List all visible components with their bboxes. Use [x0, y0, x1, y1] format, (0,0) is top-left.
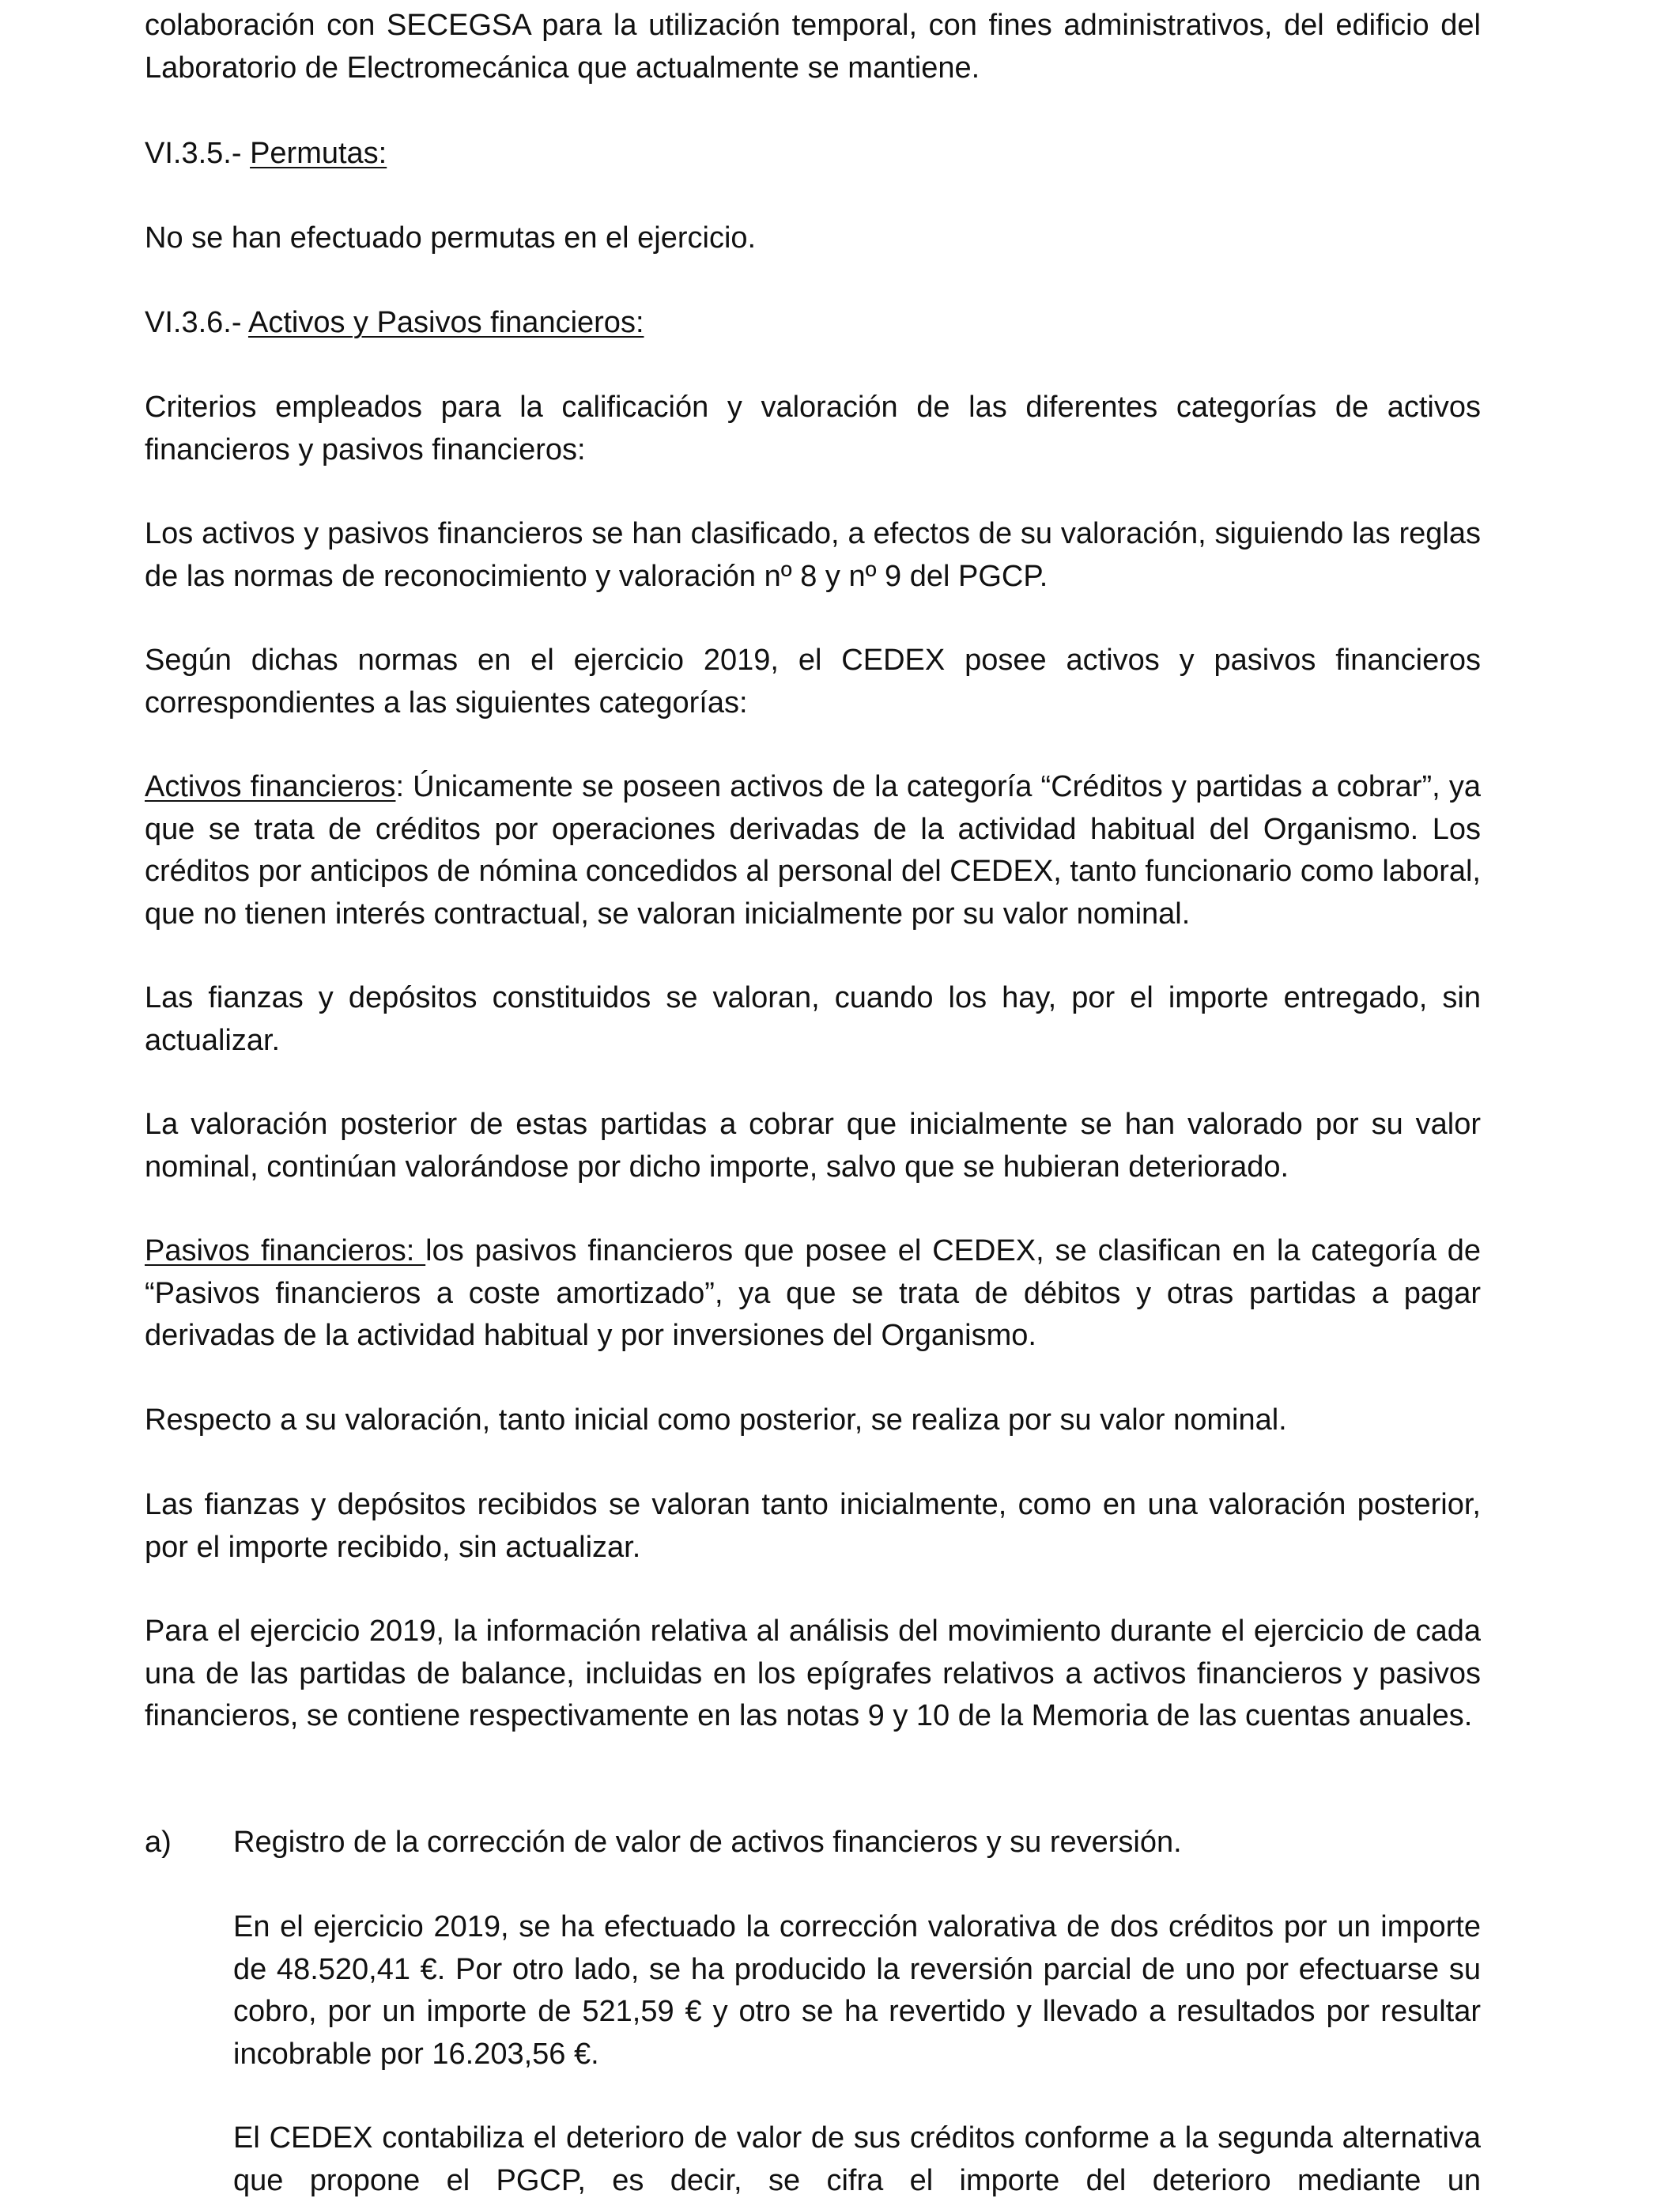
- paragraph-valoracion-posterior: La valoración posterior de estas partidas a cobrar que inicialmente se han valorado por su valor nominal, continúan valorándose por dicho importe, salvo que se hubieran deteriorado.: [145, 1108, 1481, 1184]
- heading-permutas-number: VI.3.5.-: [145, 137, 251, 170]
- activos-financieros-label: Activos financieros: [145, 770, 396, 803]
- paragraph-clasificado: Los activos y pasivos financieros se han clasificado, a efectos de su valoración, siguiendo las reglas de las normas de reconocimiento y valoración nº 8 y nº 9 del PGCP.: [145, 517, 1481, 593]
- heading-activos-number: VI.3.6.-: [145, 306, 248, 339]
- heading-permutas: [145, 133, 1481, 176]
- activos-financieros-text: : Únicamente se poseen activos de la categoría “Créditos y partidas a cobrar”, ya que se trata de créditos por operaciones derivadas de la actividad habitual del Organismo. Los créditos por anticipos de nómina concedidos al personal del CEDEX, tanto funcionario como laboral, que no tienen interés contractual, se valoran inicialmente por su valor nominal.: [145, 770, 1481, 931]
- pasivos-financieros-label: Pasivos financieros:: [145, 1234, 426, 1267]
- list-item-a-title: Registro de la corrección de valor de activos financieros y su reversión.: [233, 1826, 1182, 1859]
- paragraph-criterios: Criterios empleados para la calificación y valoración de las diferentes categorías de activos financieros y pasivos financieros:: [145, 391, 1481, 466]
- heading-activos-title: Activos y Pasivos financieros:: [247, 306, 644, 339]
- pasivos-financieros-text: los pasivos financieros que posee el CEDEX, se clasifican en la categoría de “Pasivos financieros a coste amortizado”, ya que se trata de débitos y otras partidas a pagar derivadas de la actividad habitual y por inversiones del Organismo.: [145, 1234, 1482, 1352]
- paragraph-correccion: En el ejercicio 2019, se ha efectuado la corrección valorativa de dos créditos por un importe de 48.520,41 €. Por otro lado, se ha producido la reversión parcial de uno por efectuarse su cobro, por un importe de 521,59 € y otro se ha revertido y llevado a resultados por resultar incobrable por 16.203,56 €.: [233, 1910, 1481, 2071]
- paragraph-activos-financieros: [145, 766, 1481, 935]
- heading-activos-pasivos: [145, 302, 1481, 345]
- paragraph-deterioro: El CEDEX contabiliza el deterioro de valor de sus créditos conforme a la segunda alternativa que propone el PGCP, es decir, se cifra el importe del deterioro mediante un: [233, 2121, 1481, 2197]
- heading-permutas-title: Permutas:: [250, 137, 387, 170]
- paragraph-segun: Según dichas normas en el ejercicio 2019, el CEDEX posee activos y pasivos financieros correspondientes a las siguientes categorías:: [145, 644, 1481, 720]
- paragraph-pasivos-financieros: [145, 1230, 1481, 1358]
- list-marker-a: a): [145, 1826, 172, 1859]
- paragraph-fianzas-recibidos: Las fianzas y depósitos recibidos se valoran tanto inicialmente, como en una valoración posterior, por el importe recibido, sin actualizar.: [145, 1488, 1481, 1564]
- paragraph-para-ejercicio: Para el ejercicio 2019, la información relativa al análisis del movimiento durante el ejercicio de cada una de las partidas de balance, incluidas en los epígrafes relativos a activos financieros y pasivos financieros, se contiene respectivamente en las notas 9 y 10 de la Memoria de las cuentas anuales.: [145, 1615, 1481, 1732]
- paragraph-intro: colaboración con SECEGSA para la utilización temporal, con fines administrativos, del edificio del Laboratorio de Electromecánica que actualmente se mantiene.: [145, 9, 1481, 85]
- paragraph-respecto: Respecto a su valoración, tanto inicial como posterior, se realiza por su valor nominal.: [145, 1403, 1287, 1437]
- paragraph-fianzas-constituidos: Las fianzas y depósitos constituidos se valoran, cuando los hay, por el importe entregado, sin actualizar.: [145, 981, 1481, 1057]
- paragraph-permutas: No se han efectuado permutas en el ejercicio.: [145, 221, 757, 255]
